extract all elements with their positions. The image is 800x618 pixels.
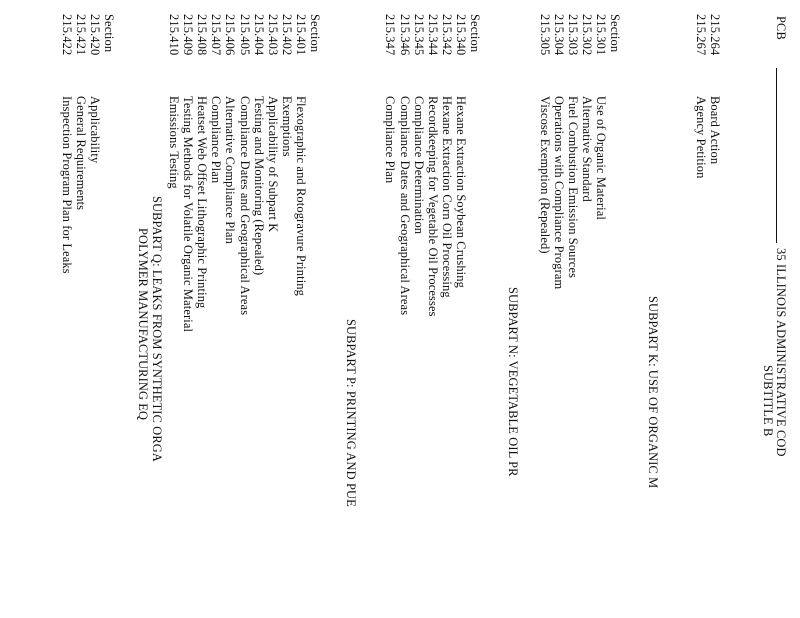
section-title: Emissions Testing [167,96,182,189]
section-title: Heatset Web Offset Lithographic Printing [195,96,210,309]
section-row [594,14,608,289]
section-number: 215.302 [579,14,594,56]
section-column-label: Section [102,14,116,53]
section-title: Compliance Plan [383,96,398,184]
section-row [383,14,397,317]
section-number: 215.407 [209,14,224,56]
section-title: Applicability [87,96,102,164]
subpart-n-section-list [383,14,482,317]
section-row [552,14,566,289]
section-number: 215.405 [237,14,252,56]
section-title: Compliance Determination [411,96,426,235]
header-subtitle: SUBTITLE B [761,365,775,437]
subpart-k-section-list [537,14,622,289]
section-title: Hexane Extraction Corn Oil Processing [439,96,454,298]
section-number: 215.340 [453,14,468,56]
section-number: 215.401 [293,14,308,56]
section-number: 215.305 [537,14,552,56]
section-column-label: Section [608,14,622,53]
section-number: 215.346 [397,14,412,56]
section-number: 215.264 [708,14,722,56]
section-column-label: Section [308,14,322,53]
section-row [74,14,88,274]
section-column-label: Section [468,14,482,53]
section-row [195,14,209,332]
section-row [454,14,468,317]
section-number: 215.420 [87,14,102,56]
section-number: 215.345 [411,14,426,56]
section-number: 215.403 [265,14,280,56]
section-number: 215.304 [551,14,566,56]
section-title: Fuel Combustion Emission Sources [565,96,580,279]
section-title: Alternative Compliance Plan [223,96,238,244]
header-left-code: PCB [774,16,788,40]
subpart-n-heading: SUBPART N: VEGETABLE OIL PR [506,287,520,477]
section-row [694,14,708,178]
section-row [252,14,266,332]
section-number: 215.344 [425,14,440,56]
subpart-q-section-list [60,14,116,274]
section-title: Hexane Extraction Soybean Crushing [453,96,468,288]
subpart-p-heading: SUBPART P: PRINTING AND PUE [344,319,358,507]
subpart-k-heading: SUBPART K: USE OF ORGANIC M [646,296,660,489]
section-row [237,14,251,332]
section-title: Testing Methods for Volatile Organic Material [181,96,196,333]
section-title: Testing and Monitoring (Repealed) [251,96,266,276]
intro-section-list [694,14,722,178]
section-row [181,14,195,332]
section-number: 215.267 [693,14,708,56]
section-number: 215.301 [593,14,608,56]
section-row [580,14,594,289]
section-row [412,14,426,317]
section-row [537,14,551,289]
section-row [209,14,223,332]
section-title: Agency Petition [693,96,708,179]
section-title: Viscose Exemption (Repealed) [537,96,552,254]
section-row [708,14,722,178]
section-title: Use of Organic Material [593,96,608,220]
section-number: 215.404 [251,14,266,56]
section-number: 215.408 [195,14,210,56]
header-title: 35 ILLINOIS ADMINISTRATIVE COD [774,248,788,457]
section-row [266,14,280,332]
section-row [397,14,411,317]
section-row [426,14,440,317]
section-title: Exemptions [279,96,294,157]
section-title: Operations with Compliance Program [551,96,566,290]
section-title: Recordkeeping for Vegetable Oil Processes [425,96,440,317]
section-title: Applicability of Subpart K [265,96,280,233]
section-row [280,14,294,332]
section-number: 215.406 [223,14,238,56]
section-number: 215.409 [181,14,196,56]
section-row [88,14,102,274]
section-number: 215.402 [279,14,294,56]
section-row [167,14,181,332]
section-title: Flexographic and Rotogravure Printing [293,96,308,296]
section-title: Compliance Plan [209,96,224,184]
section-row [440,14,454,317]
section-row [60,14,74,274]
subpart-q-heading-continued: POLYMER MANUFACTURING EQ [136,228,150,421]
section-title: Compliance Dates and Geographical Areas [237,96,252,316]
section-row [294,14,308,332]
section-title: Inspection Program Plan for Leaks [59,96,74,274]
section-number: 215.342 [439,14,454,56]
section-number: 215.422 [59,14,74,56]
section-title: Compliance Dates and Geographical Areas [397,96,412,316]
section-row [223,14,237,332]
subpart-p-section-list [167,14,322,332]
section-number: 215.303 [565,14,580,56]
section-row [566,14,580,289]
subpart-q-heading: SUBPART Q: LEAKS FROM SYNTHETIC ORGA [150,196,164,462]
section-title: Board Action [708,96,722,165]
section-number: 215.347 [383,14,398,56]
section-title: Alternative Standard [579,96,594,202]
section-number: 215.421 [73,14,88,56]
section-title: General Requirements [73,96,88,211]
header-underline [776,68,788,243]
section-number: 215.410 [167,14,182,56]
